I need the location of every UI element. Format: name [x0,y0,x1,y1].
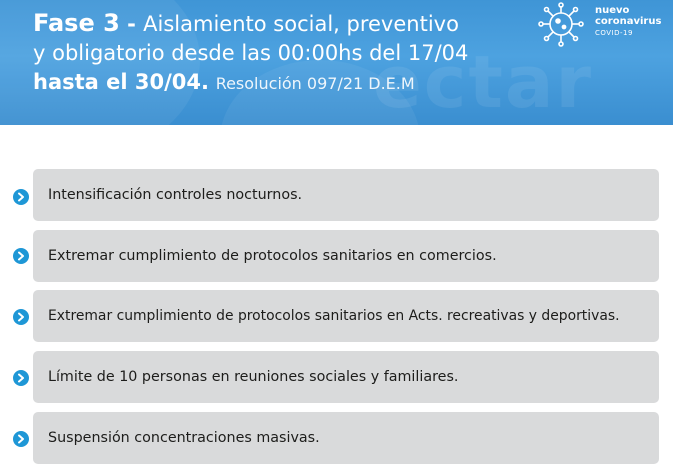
header-banner [0,0,673,125]
measure-box [33,412,659,464]
list-item [0,351,673,403]
brand-line1: nuevo [595,5,630,16]
measure-text: Suspensión concentraciones masivas. [48,430,320,446]
measure-text: Intensificación controles nocturnos. [48,187,303,203]
phase-label: Fase 3 [33,9,120,37]
brand-line3: COVID-19 [595,29,633,37]
list-item [0,290,673,342]
coronavirus-icon [531,2,591,50]
chevron-right-circle-icon [13,248,29,264]
chevron-right-circle-icon [13,309,29,325]
measure-box [33,169,659,221]
list-item [0,230,673,282]
chevron-right-circle-icon [13,431,29,447]
measure-text: Límite de 10 personas en reuniones sociales y familiares. [48,369,459,385]
title-line3: hasta el 30/04. [33,70,209,94]
title-line1: Aislamiento social, preventivo [143,12,459,36]
measure-text: Extremar cumplimiento de protocolos sanitarios en Acts. recreativas y deportivas. [48,308,620,324]
list-item [0,412,673,464]
measure-box [33,230,659,282]
resolution-text: Resolución 097/21 D.E.M [215,74,415,93]
brand-text [595,5,661,39]
brand-logo [531,2,671,50]
measure-box [33,290,659,342]
page-title [33,9,553,98]
title-dash: - [119,12,144,36]
measure-text: Extremar cumplimiento de protocolos sanitarios en comercios. [48,248,497,264]
brand-line2: coronavirus [595,16,662,27]
list-item [0,169,673,221]
measure-box [33,351,659,403]
chevron-right-circle-icon [13,189,29,205]
chevron-right-circle-icon [13,370,29,386]
header-watermark: ectar [372,40,593,124]
title-line2: y obligatorio desde las 00:00hs del 17/04 [33,41,469,65]
